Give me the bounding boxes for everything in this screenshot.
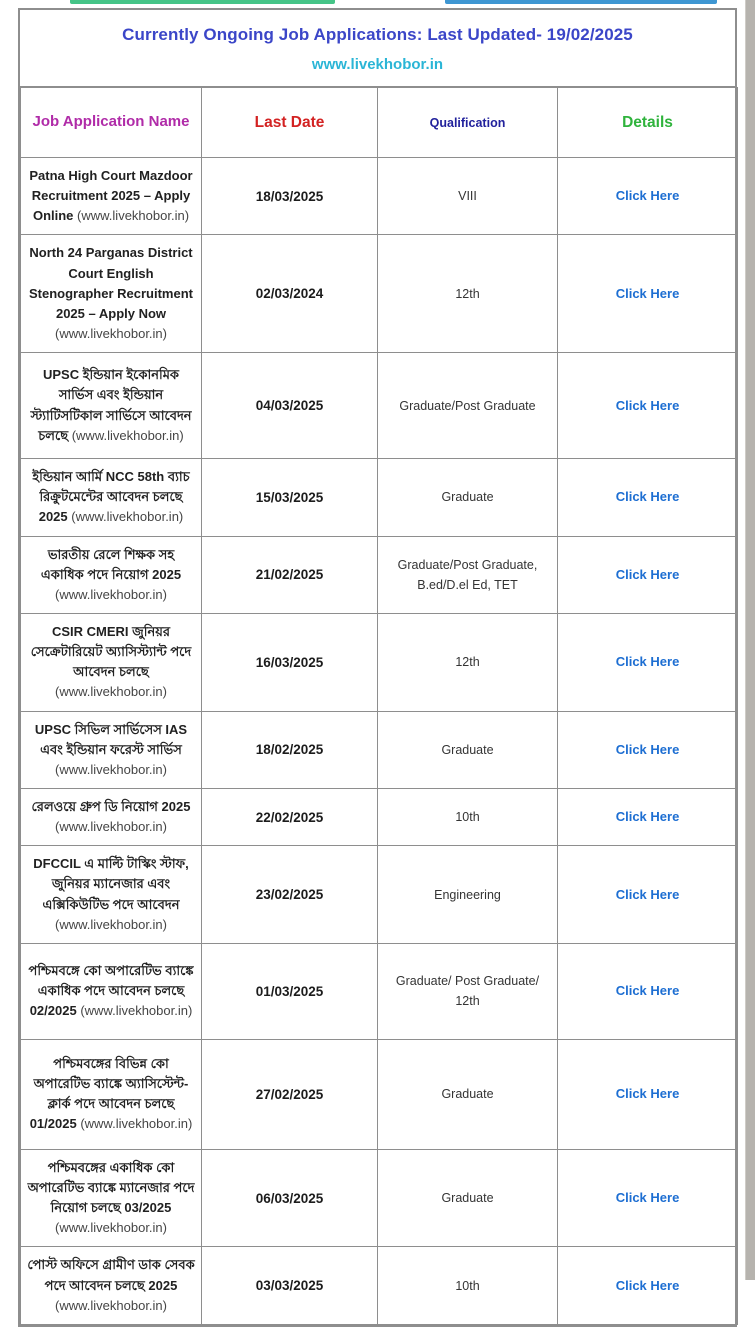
job-site-label: (www.livekhobor.in): [55, 819, 167, 835]
last-date-cell: 04/03/2025: [202, 353, 378, 459]
job-name: পশ্চিমবঙ্গের একাধিক কো অপারেটিভ ব্যাঙ্কে ম্যানেজার পদে নিয়োগ চলছে 03/2025: [27, 1159, 195, 1216]
qualification-cell: Graduate/ Post Graduate/ 12th: [378, 943, 558, 1039]
details-cell: [558, 788, 738, 845]
job-name: North 24 Parganas District Court English Stenographer Recruitment 2025 – Apply Now: [29, 245, 193, 321]
last-date-cell: 18/02/2025: [202, 711, 378, 788]
site-link[interactable]: www.livekhobor.in: [311, 56, 444, 73]
click-here-link[interactable]: Click Here: [615, 809, 680, 825]
last-date-cell: 03/03/2025: [202, 1247, 378, 1324]
qualification-cell: 10th: [378, 788, 558, 845]
qualification-cell: 12th: [378, 613, 558, 711]
job-name: রেলওয়ে গ্রুপ ডি নিয়োগ 2025: [31, 798, 191, 814]
job-name: UPSC সিভিল সার্ভিসেস IAS এবং ইন্ডিয়ান ফরেস্ট সার্ভিস: [34, 721, 188, 757]
job-site-label: (www.livekhobor.in): [80, 1116, 193, 1132]
last-date-cell: 15/03/2025: [202, 459, 378, 536]
details-cell: [558, 1039, 738, 1149]
click-here-link[interactable]: Click Here: [615, 397, 680, 413]
job-site-label: (www.livekhobor.in): [55, 1220, 167, 1236]
table-row: [21, 459, 738, 536]
job-name: Patna High Court Mazdoor Recruitment 2025 – Apply Online: [29, 168, 193, 224]
job-name: পশ্চিমবঙ্গের বিভিন্ন কো অপারেটিভ ব্যাঙ্কে অ্যাসিস্টেন্ট-ক্লার্ক পদে আবেদন চলছে 01/2025: [29, 1056, 189, 1132]
table-row: [21, 846, 738, 944]
job-name-cell: [21, 846, 202, 944]
job-name-cell: [21, 459, 202, 536]
qualification-cell: Graduate/Post Graduate: [378, 353, 558, 459]
job-site-label: (www.livekhobor.in): [55, 761, 167, 777]
scrollbar-track[interactable]: [745, 0, 755, 1280]
job-name-cell: [21, 943, 202, 1039]
details-cell: [558, 536, 738, 613]
last-date-cell: 27/02/2025: [202, 1039, 378, 1149]
last-date-cell: 21/02/2025: [202, 536, 378, 613]
qualification-cell: VIII: [378, 158, 558, 235]
table-row: [21, 536, 738, 613]
col-header-job-application-name: Job Application Name: [21, 88, 202, 158]
table-row: [21, 235, 738, 353]
job-site-label: (www.livekhobor.in): [55, 684, 167, 700]
top-bar-teal: [70, 0, 335, 4]
col-header-qualification: Qualification: [378, 88, 558, 158]
details-cell: [558, 943, 738, 1039]
last-date-cell: 02/03/2024: [202, 235, 378, 353]
qualification-cell: Graduate: [378, 459, 558, 536]
click-here-link[interactable]: Click Here: [615, 285, 680, 301]
job-applications-panel: [18, 8, 737, 1327]
qualification-cell: Graduate: [378, 1039, 558, 1149]
details-cell: [558, 613, 738, 711]
qualification-cell: 10th: [378, 1247, 558, 1324]
job-name-cell: [21, 235, 202, 353]
qualification-cell: Engineering: [378, 846, 558, 944]
job-name-cell: [21, 1149, 202, 1247]
job-name-cell: [21, 1039, 202, 1149]
last-date-cell: 06/03/2025: [202, 1149, 378, 1247]
last-date-cell: 16/03/2025: [202, 613, 378, 711]
title-block: [20, 10, 735, 87]
last-date-cell: 23/02/2025: [202, 846, 378, 944]
job-site-label: (www.livekhobor.in): [71, 509, 184, 525]
job-name-cell: [21, 711, 202, 788]
click-here-link[interactable]: Click Here: [615, 654, 680, 670]
table-row: [21, 711, 738, 788]
job-name: ইন্ডিয়ান আর্মি NCC 58th ব্যাচ রিক্রুটমেন্টের আবেদন চলছে 2025: [32, 469, 190, 525]
page-title: Currently Ongoing Job Applications: Last Updated- 19/02/2025: [122, 25, 633, 44]
table-row: [21, 613, 738, 711]
job-site-label: (www.livekhobor.in): [55, 586, 167, 602]
table-row: [21, 1247, 738, 1324]
job-name-cell: [21, 788, 202, 845]
details-cell: [558, 158, 738, 235]
click-here-link[interactable]: Click Here: [615, 1190, 680, 1206]
job-name-cell: [21, 613, 202, 711]
job-site-label: (www.livekhobor.in): [55, 1297, 167, 1313]
job-name: UPSC ইন্ডিয়ান ইকোনমিক সার্ভিস এবং ইন্ডিয়ান স্ট্যাটিসটিকাল সার্ভিসে আবেদন চলছে: [30, 367, 192, 443]
details-cell: [558, 235, 738, 353]
job-site-label: (www.livekhobor.in): [77, 208, 190, 224]
details-cell: [558, 1149, 738, 1247]
click-here-link[interactable]: Click Here: [615, 886, 680, 902]
click-here-link[interactable]: Click Here: [615, 1086, 680, 1102]
job-site-label: (www.livekhobor.in): [55, 325, 167, 341]
details-cell: [558, 846, 738, 944]
job-name: DFCCIL এ মাল্টি টাস্কিং স্টাফ, জুনিয়র ম্যানেজার এবং এক্সিকিউটিভ পদে আবেদন: [33, 856, 189, 912]
header-row: [21, 88, 738, 158]
click-here-link[interactable]: Click Here: [615, 566, 680, 582]
click-here-link[interactable]: Click Here: [615, 1277, 680, 1293]
job-site-label: (www.livekhobor.in): [55, 916, 167, 932]
last-date-cell: 01/03/2025: [202, 943, 378, 1039]
click-here-link[interactable]: Click Here: [615, 983, 680, 999]
details-cell: [558, 1247, 738, 1324]
job-name: CSIR CMERI জুনিয়র সেক্রেটারিয়েট অ্যাসিস্ট্যান্ট পদে আবেদন চলছে: [30, 623, 192, 680]
click-here-link[interactable]: Click Here: [615, 188, 680, 204]
table-row: [21, 1149, 738, 1247]
col-header-details: Details: [558, 88, 738, 158]
table-row: [21, 788, 738, 845]
details-cell: [558, 711, 738, 788]
job-name: পশ্চিমবঙ্গে কো অপারেটিভ ব্যাঙ্কে একাধিক পদে আবেদন চলছে 02/2025: [28, 963, 194, 1019]
col-header-last-date: Last Date: [202, 88, 378, 158]
table-row: [21, 353, 738, 459]
job-site-label: (www.livekhobor.in): [80, 1003, 193, 1019]
qualification-cell: Graduate/Post Graduate, B.ed/D.el Ed, TET: [378, 536, 558, 613]
click-here-link[interactable]: Click Here: [615, 741, 680, 757]
table-row: [21, 943, 738, 1039]
table-row: [21, 1039, 738, 1149]
qualification-cell: Graduate: [378, 1149, 558, 1247]
job-name: পোস্ট অফিসে গ্রামীণ ডাক সেবক পদে আবেদন চলছে 2025: [27, 1257, 195, 1293]
last-date-cell: 22/02/2025: [202, 788, 378, 845]
last-date-cell: 18/03/2025: [202, 158, 378, 235]
job-name-cell: [21, 353, 202, 459]
details-cell: [558, 353, 738, 459]
qualification-cell: 12th: [378, 235, 558, 353]
job-name-cell: [21, 1247, 202, 1324]
job-site-label: (www.livekhobor.in): [71, 427, 184, 443]
jobs-table: [20, 87, 738, 1325]
job-name: ভারতীয় রেলে শিক্ষক সহ একাধিক পদে নিয়োগ 2025: [40, 546, 182, 582]
details-cell: [558, 459, 738, 536]
job-name-cell: [21, 536, 202, 613]
job-name-cell: [21, 158, 202, 235]
table-row: [21, 158, 738, 235]
top-bar-blue: [445, 0, 717, 4]
qualification-cell: Graduate: [378, 711, 558, 788]
click-here-link[interactable]: Click Here: [615, 489, 680, 505]
